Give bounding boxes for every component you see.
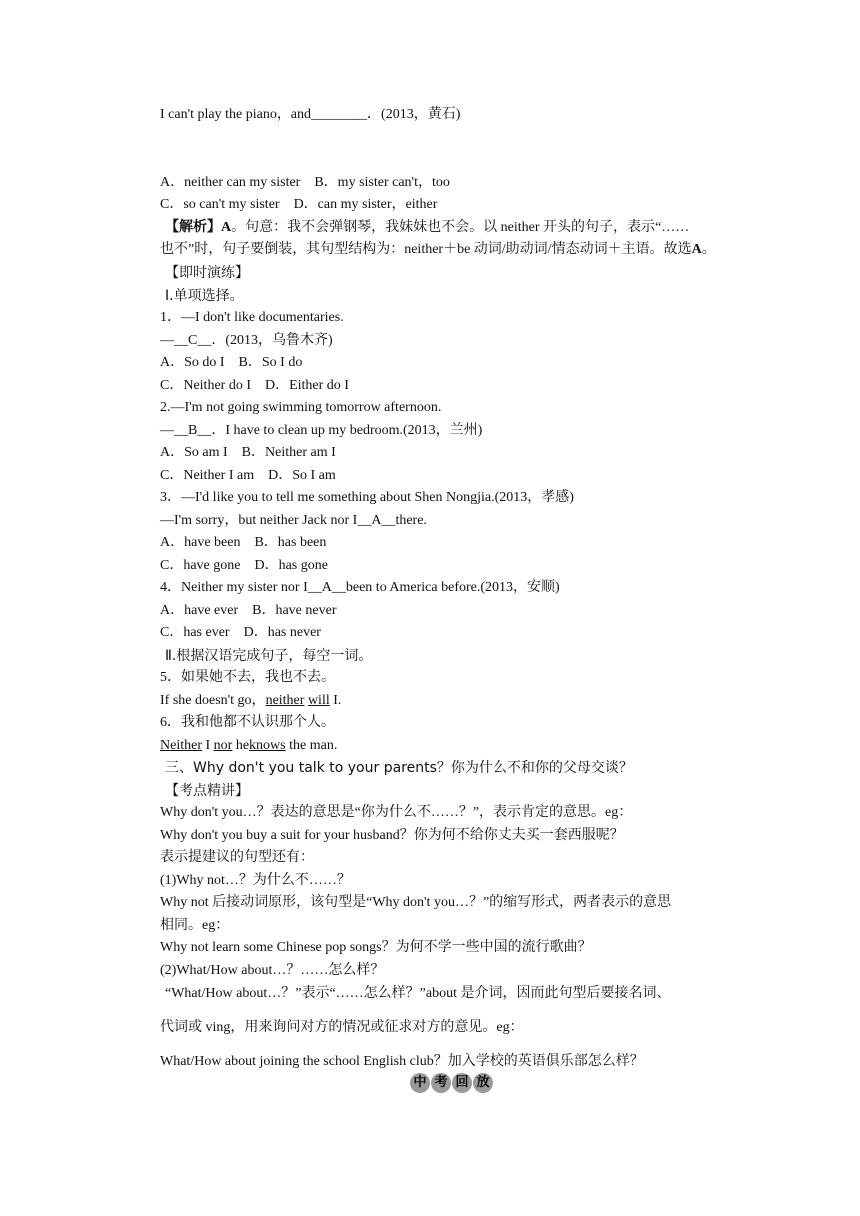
section3-line-10: 代词或 ving，用来询问对方的情况或征求对方的意见。eg：	[160, 1020, 524, 1035]
analysis-end: 。	[701, 242, 716, 257]
analysis-label: 【解析】A	[165, 220, 232, 235]
badge-char-1: 中	[410, 1073, 430, 1093]
badge-char-2: 考	[431, 1073, 451, 1093]
example-option-cd: C．so can't my sister D．can my sister，either	[160, 197, 438, 212]
analysis-text: 。句意：我不会弹钢琴，我妹妹也不会。以 neither 开头的句子，表示“……	[231, 220, 690, 235]
section3-line-1: Why don't you…？表达的意思是“你为什么不……？”，表示肯定的意思。eg：	[160, 805, 633, 820]
q2-answer: __B__	[174, 423, 212, 438]
q6-blank-1: Neither	[160, 738, 202, 753]
q5-post: I.	[329, 693, 342, 708]
analysis-answer: A	[691, 242, 702, 257]
section3-line-4: (1)Why not…？为什么不……？	[160, 873, 351, 888]
q2-answer-line	[160, 421, 482, 441]
q6-mid-2: he	[232, 738, 250, 753]
section3-line-7: Why not learn some Chinese pop songs？为何不学一些中国的流行歌曲？	[160, 940, 592, 955]
q2-stem: 2.—I'm not going swimming tomorrow afternoon.	[160, 400, 442, 415]
q5-chinese: 5．如果她不去，我也不去。	[160, 670, 335, 685]
q3-answer-line	[160, 511, 427, 531]
example-question: I can't play the piano，and________．(2013，黄石)	[160, 107, 461, 122]
q3-stem: 3．—I'd like you to tell me something about Shen Nongjia.(2013，孝感)	[160, 490, 574, 505]
q6-mid-1: I	[201, 738, 214, 753]
example-option-ab: A．neither can my sister B．my sister can't，too	[160, 175, 450, 190]
q6-answer-line	[160, 736, 337, 756]
q5-blank-2: will	[307, 693, 330, 708]
q4-pre: 4．Neither my sister nor I	[160, 580, 308, 595]
badge-char-3: 回	[452, 1073, 472, 1093]
q1-answer-line	[160, 331, 333, 351]
part2-title: Ⅱ.根据汉语完成句子，每空一词。	[165, 648, 373, 664]
q2-option-cd: C．Neither I am D．So I am	[160, 468, 336, 483]
section3-title: 三、Why don't you talk to your parents？你为什么不和你的父母交谈？	[165, 760, 633, 776]
q4-post: been to America before.(2013，安顺)	[345, 580, 560, 595]
q1-tail: ．(2013，乌鲁木齐)	[211, 333, 333, 348]
q1-option-cd: C．Neither do I D．Either do I	[160, 378, 349, 393]
section3-line-9: “What/How about…？”表示“……怎么样？”about 是介词，因而此句型后要接名词、	[165, 986, 671, 1001]
section3-header: 【考点精讲】	[165, 783, 249, 799]
q1-option-ab: A．So do I B．So I do	[160, 355, 303, 370]
q4-stem	[160, 578, 560, 598]
q5-answer-line	[160, 691, 341, 711]
q1-stem: 1．—I don't like documentaries.	[160, 310, 344, 325]
q3-option-cd: C．have gone D．has gone	[160, 558, 328, 573]
q4-option-cd: C．has ever D．has never	[160, 625, 321, 640]
q1-answer: __C__	[174, 333, 212, 348]
q4-option-ab: A．have ever B．have never	[160, 603, 337, 618]
q2-option-ab: A．So am I B．Neither am I	[160, 445, 336, 460]
section3-line-8: (2)What/How about…？……怎么样？	[160, 963, 385, 978]
section3-line-5: Why not 后接动词原形，该句型是“Why don't you…？”的缩写形式，两者表示的意思	[160, 895, 672, 910]
q2-tail: ．I have to clean up my bedroom.(2013，兰州)	[211, 423, 483, 438]
q5-pre: If she doesn't go，	[160, 693, 266, 708]
badge-char-4: 放	[473, 1073, 493, 1093]
q6-chinese: 6．我和他都不认识那个人。	[160, 715, 335, 730]
part1-title: Ⅰ.单项选择。	[165, 288, 244, 304]
q6-blank-2: nor	[213, 738, 233, 753]
section3-line-3: 表示提建议的句型还有：	[160, 850, 314, 865]
section3-line-11: What/How about joining the school English club？加入学校的英语俱乐部怎么样？	[160, 1054, 644, 1069]
analysis-text-2: 也不”时，句子要倒装，其句型结构为：neither＋be 动词/助动词/情态动词＋主语。故选	[160, 242, 692, 257]
example-analysis-line1	[165, 218, 689, 238]
dash: —	[160, 333, 174, 348]
dash: —	[160, 423, 174, 438]
q3-answer: __A__	[357, 513, 396, 528]
q4-answer: __A__	[307, 580, 346, 595]
footer-badge	[410, 1073, 494, 1093]
section3-line-2: Why don't you buy a suit for your husband？你为何不给你丈夫买一套西服呢？	[160, 828, 624, 843]
q5-blank-1: neither	[265, 693, 305, 708]
section3-line-6: 相同。eg：	[160, 918, 230, 933]
q3-option-ab: A．have been B．has been	[160, 535, 327, 550]
example-analysis-line2	[160, 240, 716, 260]
q3-post: there.	[395, 513, 427, 528]
q6-blank-3: knows	[249, 738, 286, 753]
q6-post: the man.	[285, 738, 338, 753]
q3-pre: —I'm sorry，but neither Jack nor I	[160, 513, 358, 528]
practice-header: 【即时演练】	[165, 265, 249, 281]
